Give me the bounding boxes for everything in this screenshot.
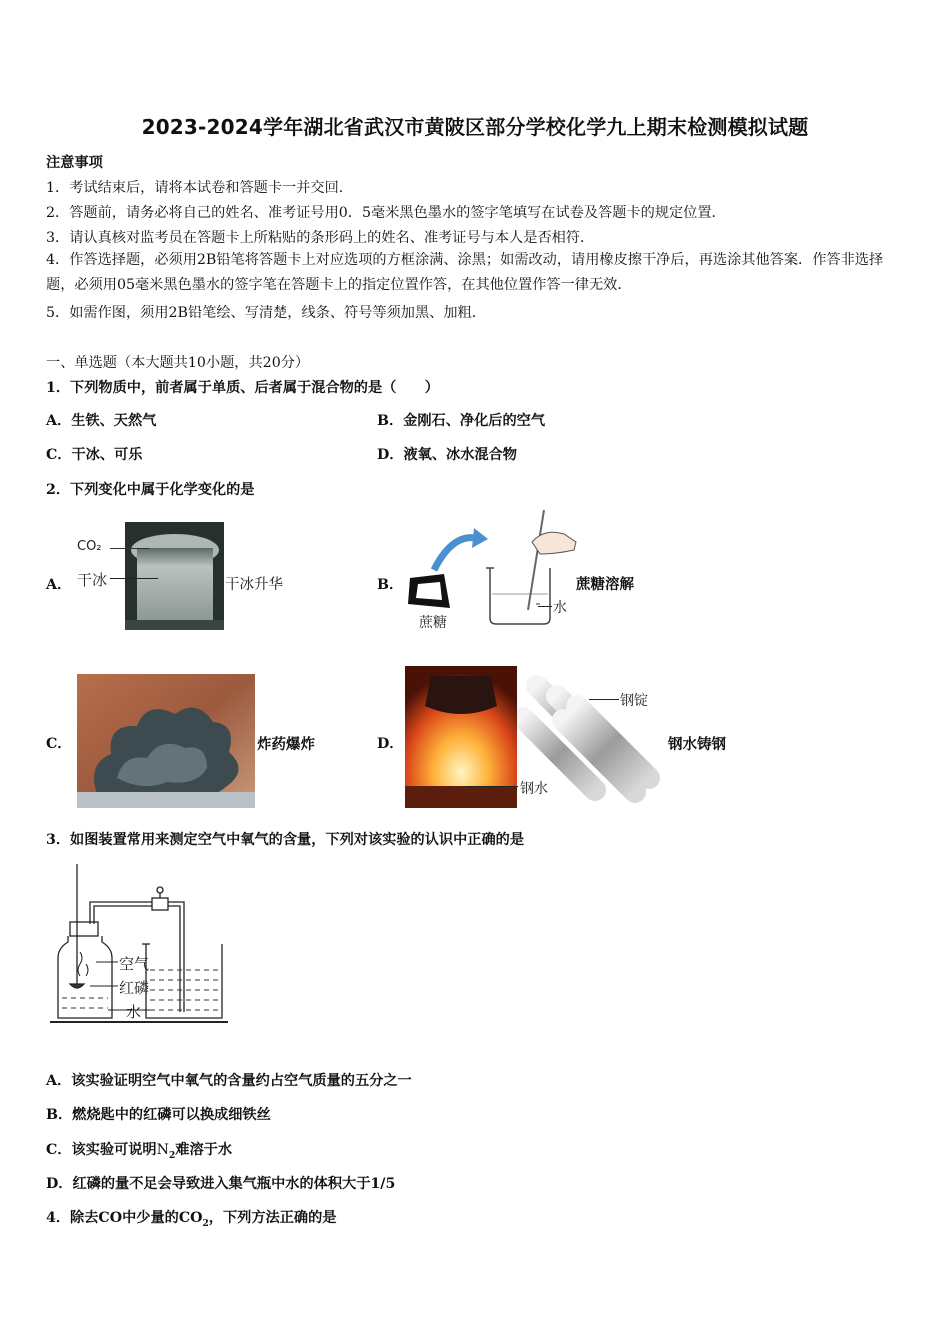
q2-stem: 2．下列变化中属于化学变化的是 bbox=[46, 482, 255, 498]
water-pointer-b bbox=[538, 606, 552, 607]
q3-option-c-sub: 2 bbox=[169, 1150, 176, 1161]
q3-option-a[interactable]: A．该实验证明空气中氧气的含量约占空气质量的五分之一 bbox=[46, 1073, 412, 1089]
page-title: 2023-2024学年湖北省武汉市黄陂区部分学校化学九上期末检测模拟试题 bbox=[141, 115, 809, 139]
q2-option-c-letter[interactable]: C． bbox=[46, 736, 72, 752]
co2-label: CO₂ bbox=[77, 539, 102, 554]
dry-ice-label: 干冰 bbox=[77, 571, 108, 589]
notice-item-1: 1．考试结束后，请将本试卷和答题卡一并交回． bbox=[46, 180, 353, 196]
q2-option-c-label: 炸药爆炸 bbox=[257, 736, 315, 753]
q2-option-d-letter[interactable]: D． bbox=[377, 736, 404, 752]
q4-stem-sub: 2 bbox=[202, 1218, 209, 1229]
co2-pointer bbox=[110, 548, 150, 549]
water-label-q3: 水 bbox=[126, 1003, 142, 1021]
q1-option-b[interactable]: B．金刚石、净化后的空气 bbox=[377, 413, 546, 429]
q2-option-b-label: 蔗糖溶解 bbox=[576, 576, 634, 593]
q3-option-c-n: N bbox=[156, 1142, 170, 1158]
q1-option-c[interactable]: C．干冰、可乐 bbox=[46, 447, 143, 463]
notice-item-4: 4．作答选择题，必须用2B铅笔将答题卡上对应选项的方框涂满、涂黑；如需改动，请用橡皮擦干净后，再选涂其他答案．作答非选择题，必须用05毫米黑色墨水的签字笔在答题卡上的指定位置作答，在其他位置作答一律无效． bbox=[46, 252, 884, 293]
section-heading: 一、单选题（本大题共10小题，共20分） bbox=[46, 355, 310, 371]
q1-option-a[interactable]: A．生铁、天然气 bbox=[46, 413, 157, 429]
explosion-image bbox=[77, 674, 255, 808]
ingot-label: 钢锭 bbox=[620, 693, 648, 709]
q3-option-c-pre: C．该实验可说明 bbox=[46, 1142, 157, 1158]
q4-stem bbox=[46, 1207, 336, 1229]
ingot-pointer bbox=[589, 699, 619, 700]
q4-stem-post: ，下列方法正确的是 bbox=[208, 1210, 337, 1226]
notice-item-3: 3．请认真核对监考员在答题卡上所粘贴的条形码上的姓名、准考证号与本人是否相符． bbox=[46, 230, 595, 246]
q3-option-c[interactable] bbox=[46, 1139, 232, 1161]
q3-option-b[interactable]: B．燃烧匙中的红磷可以换成细铁丝 bbox=[46, 1107, 271, 1123]
q2-option-b-letter[interactable]: B． bbox=[377, 577, 404, 593]
notice-item-5: 5．如需作图，须用2B铅笔绘、写清楚，线条、符号等须加黑、加粗． bbox=[46, 305, 486, 321]
air-label: 空气 bbox=[119, 955, 150, 973]
q2-option-d-label: 钢水铸钢 bbox=[668, 736, 726, 753]
molten-label: 钢水 bbox=[520, 781, 548, 797]
notice-heading: 注意事项 bbox=[46, 155, 103, 171]
dry-ice-pointer bbox=[110, 578, 158, 579]
water-label-b: 水 bbox=[553, 600, 567, 616]
q1-option-d[interactable]: D．液氧、冰水混合物 bbox=[377, 447, 517, 463]
notice-item-2: 2．答题前，请务必将自己的姓名、准考证号用0．5毫米黑色墨水的签字笔填写在试卷及答题卡的规定位置． bbox=[46, 205, 726, 221]
sugar-label: 蔗糖 bbox=[419, 615, 447, 631]
q3-option-c-post: 难溶于水 bbox=[175, 1142, 233, 1158]
q2-option-a-letter[interactable]: A． bbox=[46, 577, 72, 593]
molten-pointer bbox=[466, 786, 518, 787]
dry-ice-image bbox=[125, 522, 224, 630]
q3-stem: 3．如图装置常用来测定空气中氧气的含量，下列对该实验的认识中正确的是 bbox=[46, 832, 525, 848]
q4-stem-pre: 4．除去CO中少量的CO bbox=[46, 1210, 203, 1226]
phosphorus-label: 红磷 bbox=[119, 979, 150, 997]
q3-option-d[interactable]: D．红磷的量不足会导致进入集气瓶中水的体积大于1/5 bbox=[46, 1176, 396, 1192]
q1-stem: 1．下列物质中，前者属于单质、后者属于混合物的是（ ） bbox=[46, 380, 439, 396]
q2-option-a-label: 干冰升华 bbox=[225, 577, 283, 593]
